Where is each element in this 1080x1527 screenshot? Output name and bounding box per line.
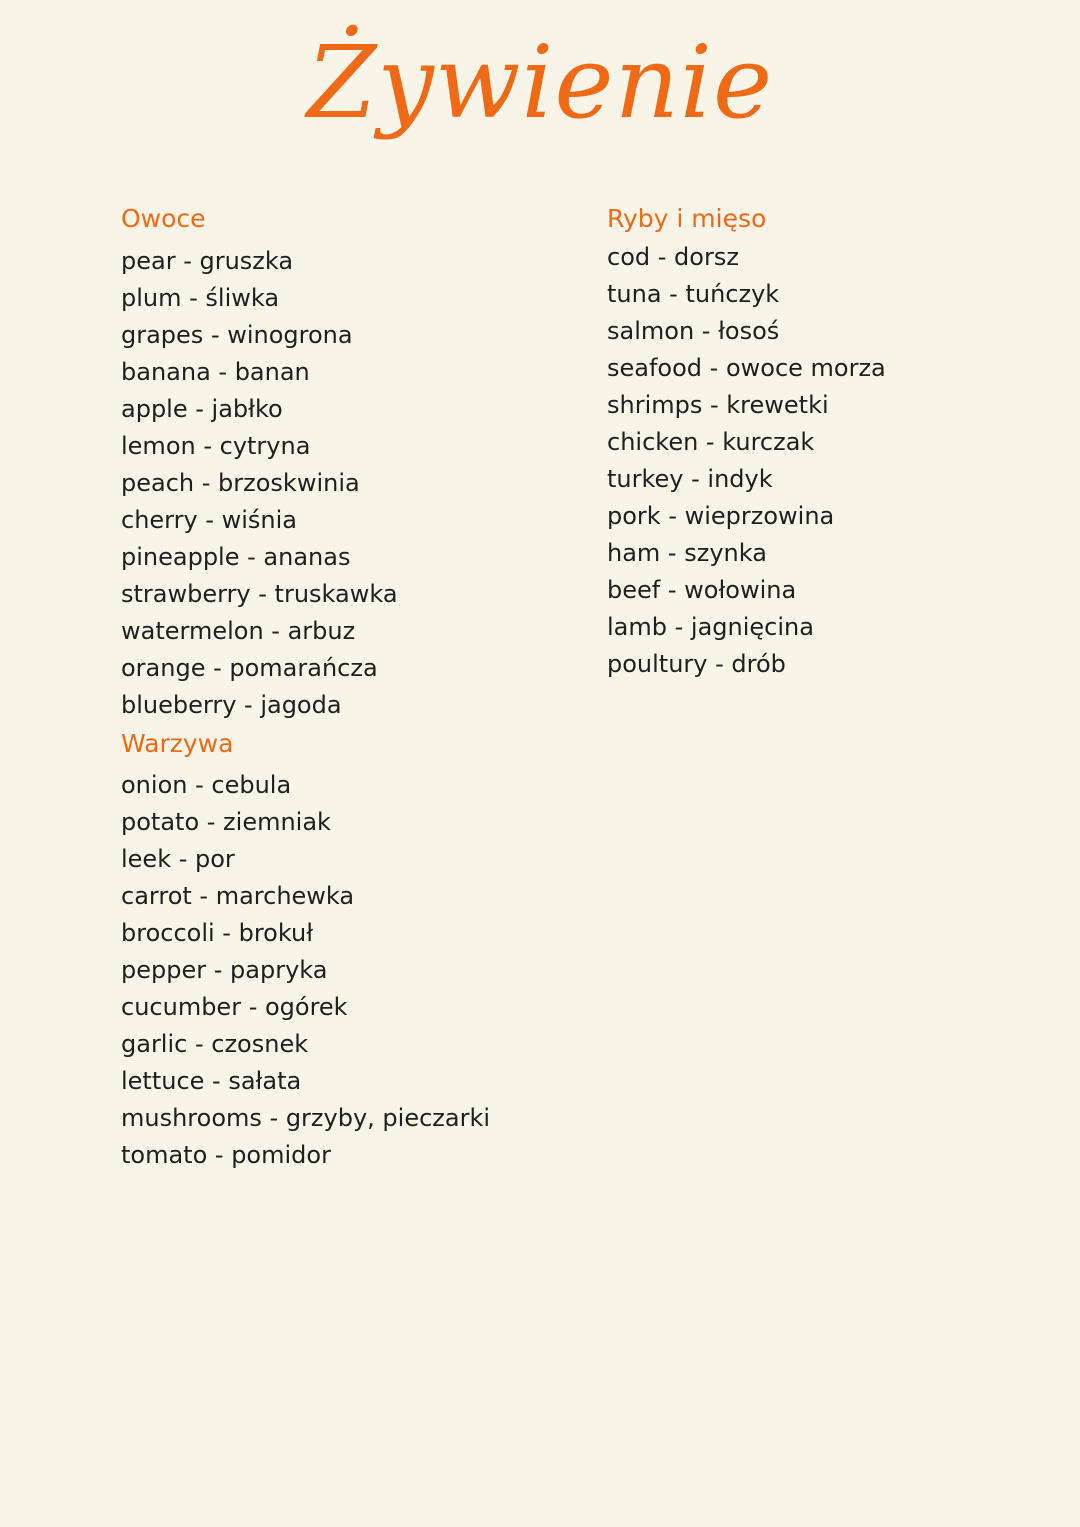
list-item: onion - cebula [121,771,292,799]
list-item: cod - dorsz [607,243,739,271]
right-column [607,200,1027,683]
list-item: blueberry - jagoda [121,691,342,719]
list-item: shrimps - krewetki [607,391,829,419]
list-item: ham - szynka [607,539,767,567]
list-item: lamb - jagnięcina [607,613,814,641]
list-item: tomato - pomidor [121,1141,331,1169]
list-item: strawberry - truskawka [121,580,398,608]
left-column [121,200,561,1174]
list-item: plum - śliwka [121,284,280,312]
list-item: tuna - tuńczyk [607,280,780,308]
list-item: lettuce - sałata [121,1067,302,1095]
list-item: pepper - papryka [121,956,328,984]
list-item: seafood - owoce morza [607,354,886,382]
list-item: peach - brzoskwinia [121,469,360,497]
section-heading-ryby-i-mieso: Ryby i mięso [607,204,767,233]
list-item: leek - por [121,845,235,873]
list-item: pear - gruszka [121,247,294,275]
list-item: poultury - drób [607,650,786,678]
list-owoce [121,243,561,724]
list-item: salmon - łosoś [607,317,780,345]
list-item: cucumber - ogórek [121,993,348,1021]
list-item: pork - wieprzowina [607,502,835,530]
list-item: turkey - indyk [607,465,773,493]
list-ryby-i-mieso [607,239,1027,683]
list-item: lemon - cytryna [121,432,311,460]
list-item: watermelon - arbuz [121,617,356,645]
list-item: carrot - marchewka [121,882,355,910]
list-item: broccoli - brokuł [121,919,314,947]
list-item: grapes - winogrona [121,321,353,349]
section-heading-owoce: Owoce [121,204,206,233]
list-item: mushrooms - grzyby, pieczarki [121,1104,491,1132]
list-item: banana - banan [121,358,310,386]
list-item: orange - pomarańcza [121,654,378,682]
list-item: chicken - kurczak [607,428,815,456]
section-heading-warzywa: Warzywa [121,729,234,758]
list-item: beef - wołowina [607,576,797,604]
list-item: garlic - czosnek [121,1030,309,1058]
list-item: cherry - wiśnia [121,506,297,534]
list-item: potato - ziemniak [121,808,331,836]
list-item: apple - jabłko [121,395,283,423]
list-warzywa [121,767,561,1174]
page-title: Żywienie [306,24,774,141]
list-item: pineapple - ananas [121,543,351,571]
